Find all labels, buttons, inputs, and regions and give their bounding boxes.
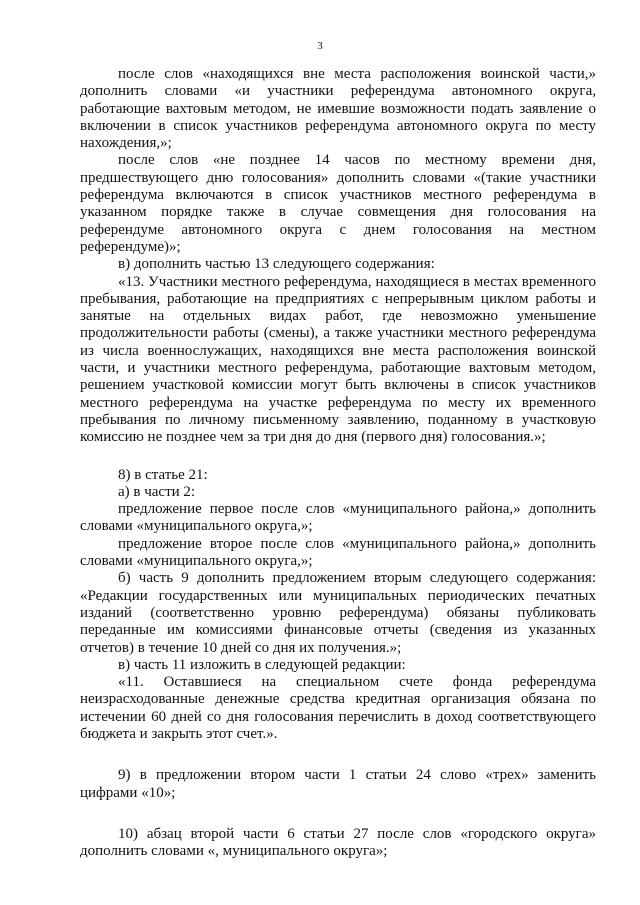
paragraph: «11. Оставшиеся на специальном счете фонда референдума неизрасходованные денежные средства кредитная организация обязана по истечении 60 дней со дня голосования перечислить в доход соответствующего бюджета и закрыть этот счет.». xyxy=(80,674,596,742)
paragraph: в) часть 11 изложить в следующей редакции: xyxy=(118,656,406,673)
paragraph: 10) абзац второй части 6 статьи 27 после слов «городского округа» дополнить словами «, муниципального округа»; xyxy=(80,825,596,860)
page-number: 3 xyxy=(317,40,323,52)
paragraph: 9) в предложении втором части 1 статьи 24 слово «трех» заменить цифрами «10»; xyxy=(80,767,596,801)
paragraph: в) дополнить частью 13 следующего содержания: xyxy=(118,256,435,273)
paragraph: предложение первое после слов «муниципального района,» дополнить словами «муниципального округа,»; xyxy=(80,501,596,535)
paragraph: 8) в статье 21: xyxy=(118,466,208,483)
paragraph: после слов «находящихся вне места расположения воинской части,» дополнить словами «и участники референдума автономного округа, работающие вахтовым методом, не имевшие возможности подать заявление о включении в список участников референдума автономного округа по месту нахождения,»; xyxy=(80,66,596,152)
document-body xyxy=(80,66,596,860)
paragraph: а) в части 2: xyxy=(118,483,196,500)
paragraph: предложение второе после слов «муниципального района,» дополнить словами «муниципального округа,»; xyxy=(80,535,596,570)
paragraph: «13. Участники местного референдума, находящиеся в местах временного пребывания, работающие на предприятиях с непрерывным циклом работы и занятые на отдельных видах работ, где невозможно уменьшение продолжительности работы (смены), а также участники местного референдума из числа военнослужащих, находящихся вне места расположения воинской части, и участники местного референдума, работающие вахтовым методом, решением участковой комиссии могут быть включены в список участников местного референдума на участке референдума по месту их временного пребывания по личному письменному заявлению, поданному в участковую комиссию не позднее чем за три дня до дня (первого дня) голосования.»; xyxy=(80,273,596,446)
paragraph: после слов «не позднее 14 часов по местному времени дня, предшествующего дню голосования» дополнить словами «(такие участники референдума включаются в список участников местного референдума в указанном порядке также в случае совмещения дня голосования на референдуме автономного округа с днем голосования на местном референдуме)»; xyxy=(80,152,596,255)
paragraph: б) часть 9 дополнить предложением вторым следующего содержания: «Редакции государственных или муниципальных периодических печатных изданий (соответственно уровню референдума) обязаны публиковать переданные им комиссиями финансовые отчеты (сведения из указанных отчетов) в течение 10 дней со дня их получения.»; xyxy=(80,570,596,656)
